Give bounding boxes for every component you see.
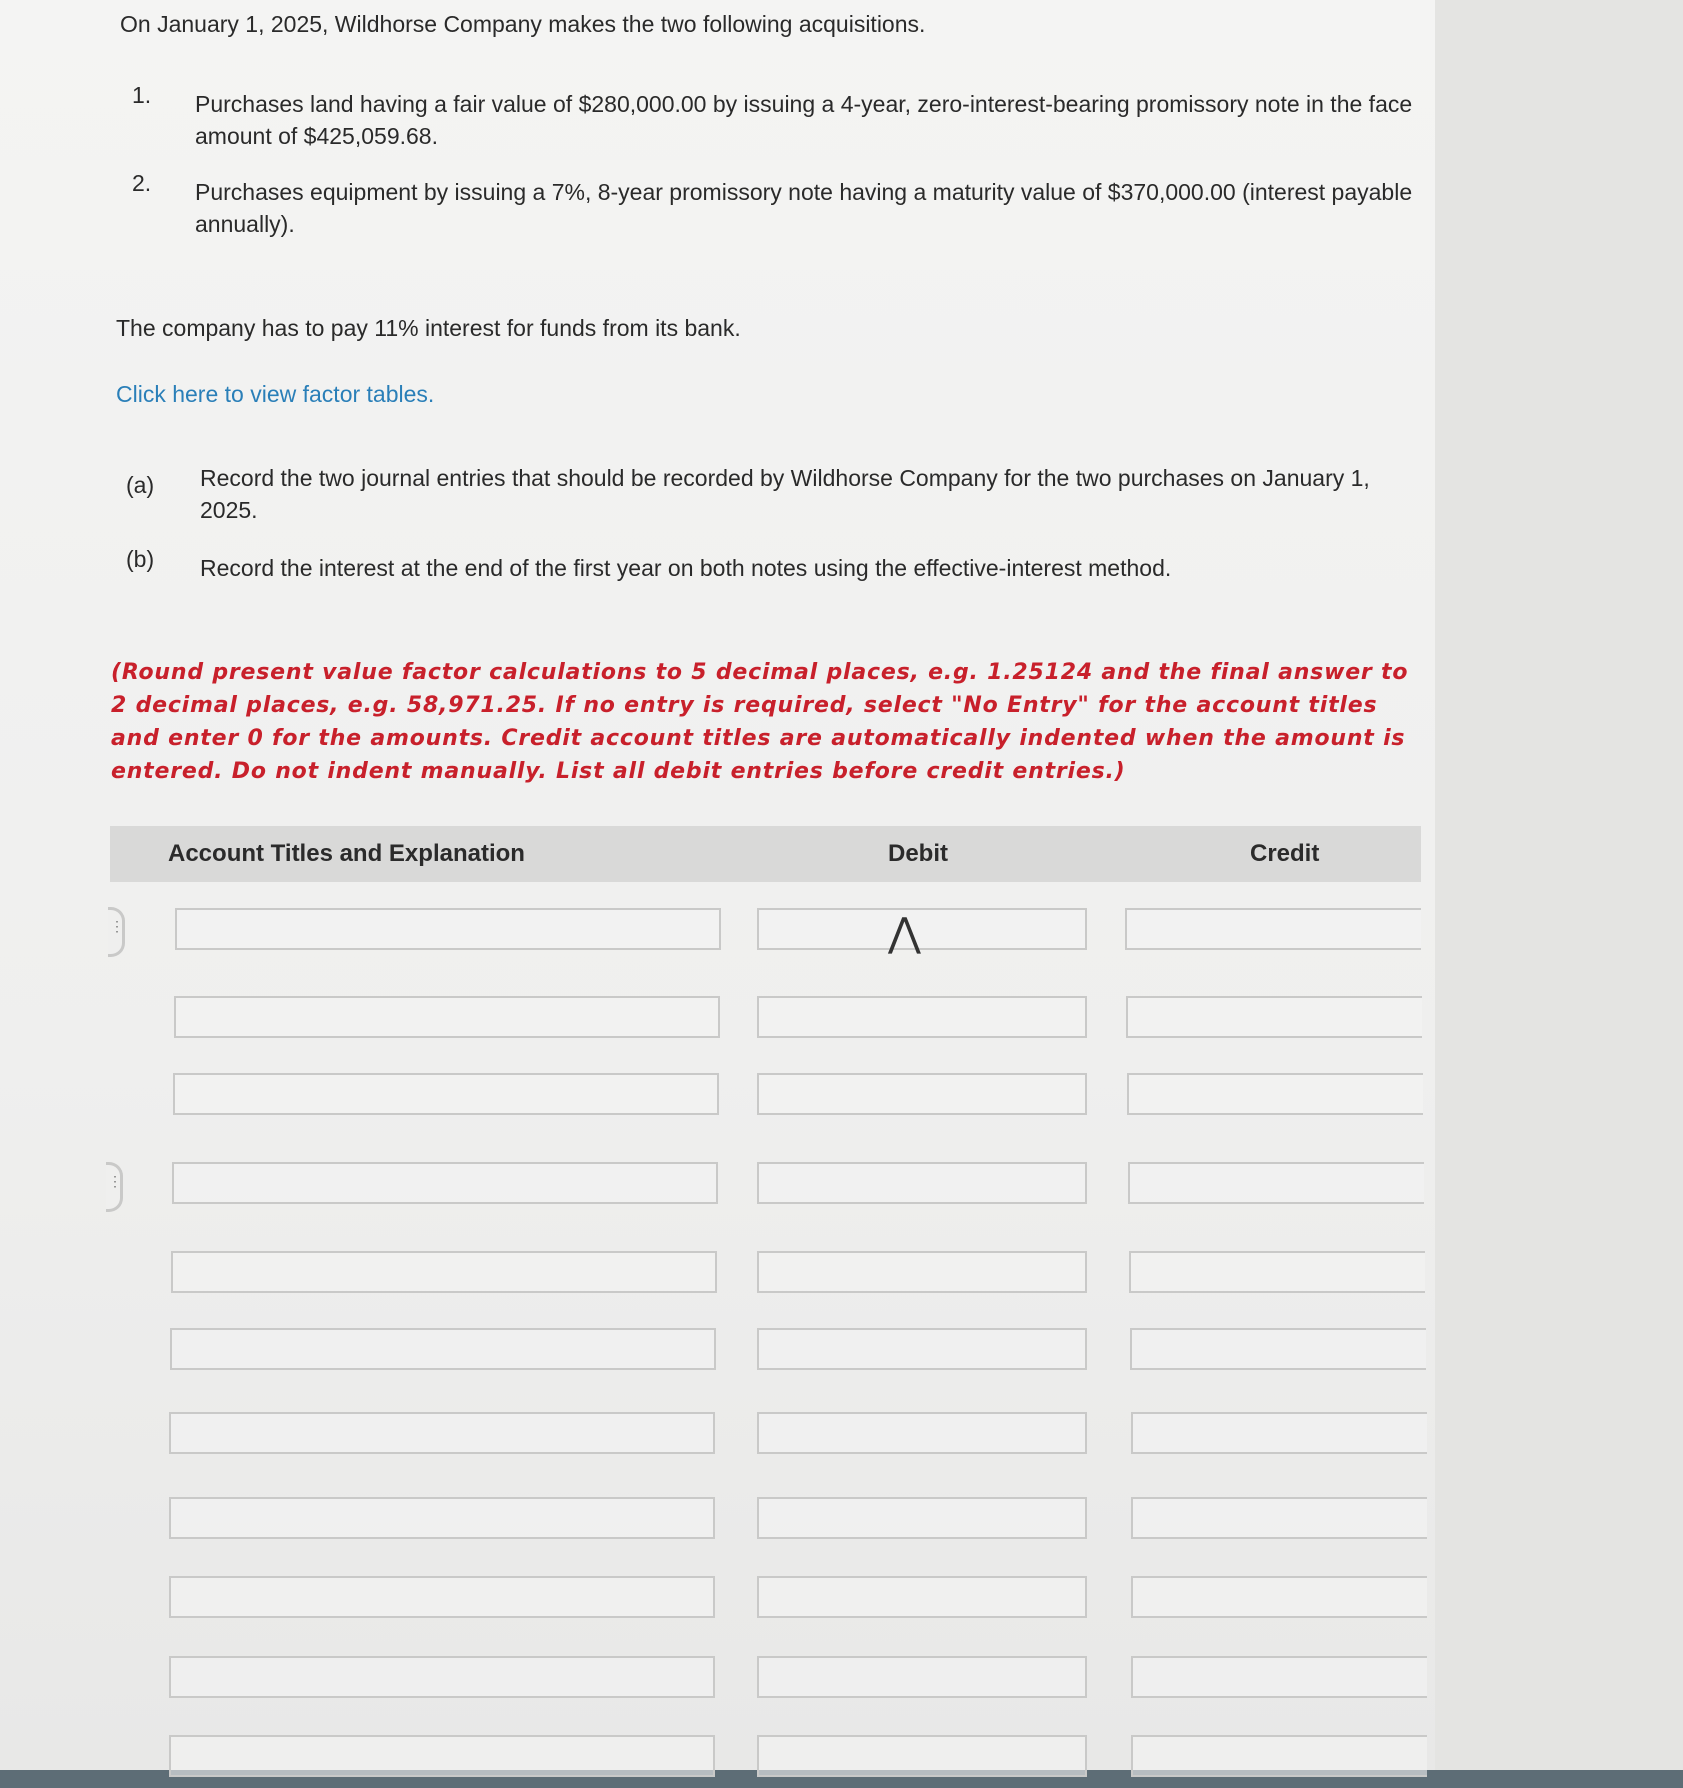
debit-input[interactable] — [757, 1328, 1087, 1370]
item-text-1: Purchases land having a fair value of $280,000.00 by issuing a 4-year, zero-interest-bearing promissory note in the face amount of $425,059.68. — [195, 91, 1413, 149]
item-number-1: 1. — [132, 82, 152, 108]
account-title-input[interactable] — [169, 1576, 715, 1618]
debit-input[interactable] — [757, 996, 1087, 1038]
credit-input[interactable] — [1131, 1576, 1427, 1618]
factor-tables-link[interactable]: Click here to view factor tables. — [116, 381, 435, 407]
header-debit: Debit — [888, 840, 948, 867]
debit-input[interactable] — [757, 1073, 1087, 1115]
account-title-input[interactable] — [169, 1735, 715, 1777]
part-text-a: Record the two journal entries that should be recorded by Wildhorse Company for the two purchases on January 1, 2025. — [200, 465, 1370, 523]
debit-input[interactable] — [757, 1735, 1087, 1777]
debit-input[interactable] — [757, 908, 1087, 950]
drag-handle-icon[interactable]: ⋮ — [108, 907, 125, 957]
account-title-input[interactable] — [171, 1251, 717, 1293]
drag-handle-icon[interactable]: ⋮ — [106, 1162, 123, 1212]
credit-input[interactable] — [1131, 1412, 1427, 1454]
part-text-b: Record the interest at the end of the first year on both notes using the effective-interest method. — [200, 555, 1172, 581]
credit-input[interactable] — [1125, 908, 1421, 950]
credit-input[interactable] — [1131, 1497, 1427, 1539]
credit-input[interactable] — [1128, 1162, 1424, 1204]
header-credit: Credit — [1250, 840, 1320, 867]
journal-table-header — [110, 826, 1421, 882]
account-title-input[interactable] — [173, 1073, 719, 1115]
part-label-b: (b) — [126, 546, 155, 572]
account-title-input[interactable] — [169, 1412, 715, 1454]
credit-input[interactable] — [1130, 1328, 1426, 1370]
item-text-2: Purchases equipment by issuing a 7%, 8-year promissory note having a maturity value of $370,000.00 (interest payable annually). — [195, 179, 1413, 237]
rounding-instructions: (Round present value factor calculations to 5 decimal places, e.g. 1.25124 and the final answer to 2 decimal places, e.g. 58,971.25. If no entry is required, select "No Entry" for the account titles and enter 0 for the amounts. Credit account titles are automatically indented when the amount is entered. Do not indent manually. List all debit entries before credit entries.) — [111, 660, 1409, 784]
credit-input[interactable] — [1131, 1735, 1427, 1777]
account-title-input[interactable] — [172, 1162, 718, 1204]
part-label-a: (a) — [126, 472, 155, 498]
debit-input[interactable] — [757, 1497, 1087, 1539]
text-cursor-icon: ⋀ — [888, 910, 921, 956]
debit-input[interactable] — [757, 1656, 1087, 1698]
account-title-input[interactable] — [169, 1656, 715, 1698]
account-title-input[interactable] — [170, 1328, 716, 1370]
account-title-input[interactable] — [175, 908, 721, 950]
account-title-input[interactable] — [174, 996, 720, 1038]
debit-input[interactable] — [757, 1412, 1087, 1454]
debit-input[interactable] — [757, 1251, 1087, 1293]
interest-rate-text: The company has to pay 11% interest for funds from its bank. — [116, 315, 741, 341]
account-title-input[interactable] — [169, 1497, 715, 1539]
credit-input[interactable] — [1127, 1073, 1423, 1115]
debit-input[interactable] — [757, 1576, 1087, 1618]
debit-input[interactable] — [757, 1162, 1087, 1204]
credit-input[interactable] — [1131, 1656, 1427, 1698]
problem-intro: On January 1, 2025, Wildhorse Company makes the two following acquisitions. — [120, 11, 926, 37]
right-margin — [1435, 0, 1683, 1770]
item-number-2: 2. — [132, 170, 152, 196]
credit-input[interactable] — [1126, 996, 1422, 1038]
header-account-titles: Account Titles and Explanation — [168, 840, 525, 867]
credit-input[interactable] — [1129, 1251, 1425, 1293]
